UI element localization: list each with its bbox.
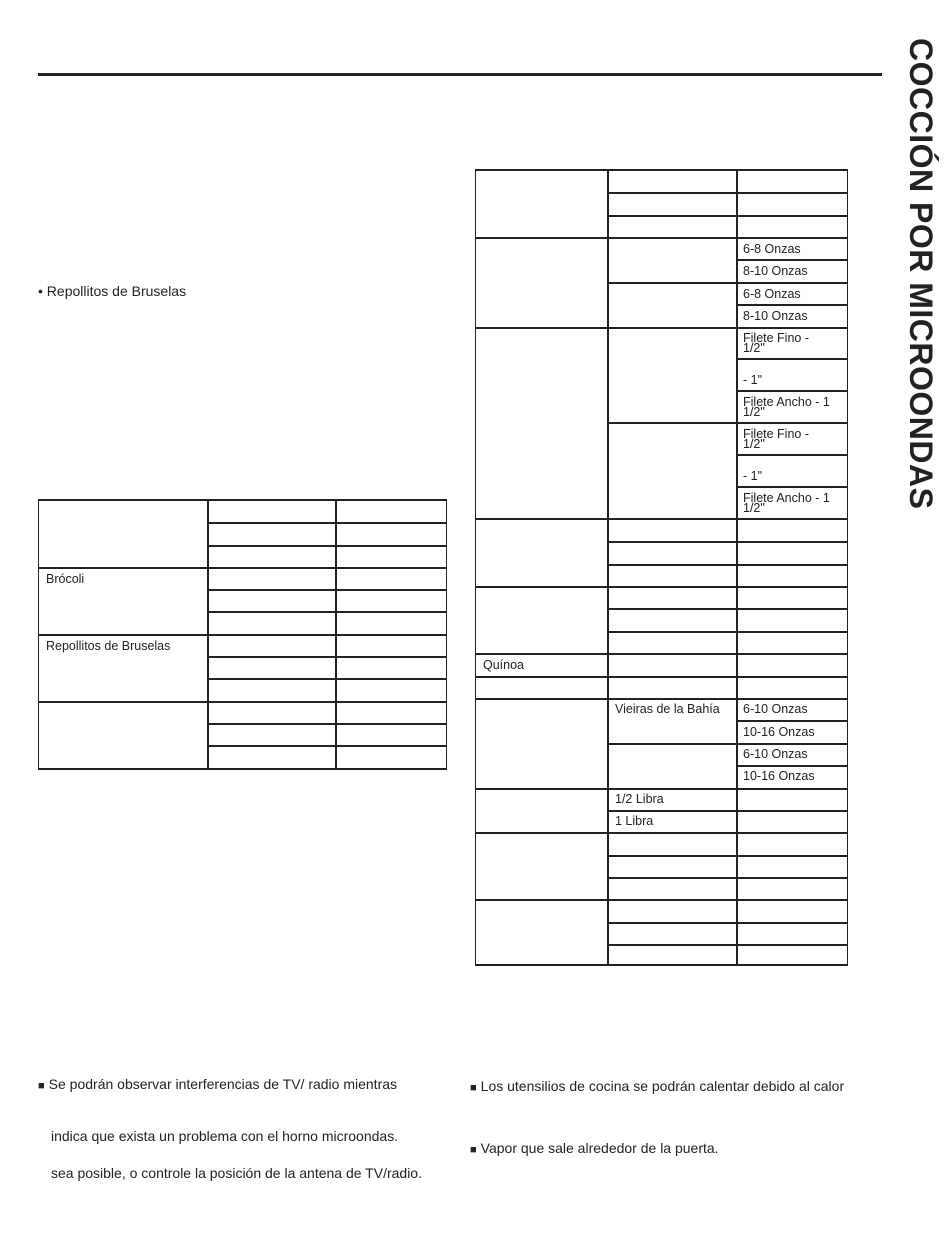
right-sub-half-pound: 1/2 Libra [615,792,664,806]
square-bullet-icon: ■ [38,1080,45,1092]
value-cell: 1/2" [743,437,765,451]
value-cell: 1/2" [743,341,765,355]
left-bullet-item: • Repollitos de Bruselas [38,283,187,299]
value-cell: - 1" [743,373,763,387]
section-side-title: COCCIÓN POR MICROONDAS [903,38,939,510]
square-bullet-icon: ■ [470,1144,477,1156]
right-sub-vieiras: Vieiras de la Bahía [615,702,720,716]
note-right-2: ■ Vapor que sale alrededor de la puerta. [470,1140,719,1156]
left-cooking-table [38,499,447,770]
note-left-2: indica que exista un problema con el horno microondas. [51,1128,399,1144]
value-cell: Filete Ancho - 1 [743,491,830,505]
value-cell: Filete Fino - [743,427,809,441]
note-right-1: ■ Los utensilios de cocina se podrán calentar debido al calor [470,1078,845,1094]
value-cell: 6-10 Onzas [743,702,808,716]
value-cell: 8-10 Onzas [743,264,808,278]
right-group-quinoa: Quínoa [483,658,525,672]
value-cell: - 1" [743,469,763,483]
value-cell: 1/2" [743,501,765,515]
left-group-broccoli: Brócoli [46,572,85,586]
value-cell: Filete Ancho - 1 [743,395,830,409]
header-rule [38,73,882,76]
value-cell: 10-16 Onzas [743,769,815,783]
square-bullet-icon: ■ [470,1082,477,1094]
value-cell: 1/2" [743,405,765,419]
right-cooking-table [475,169,848,966]
right-sub-one-pound: 1 Libra [615,814,654,828]
value-cell: 10-16 Onzas [743,725,815,739]
left-group-brussels: Repollitos de Bruselas [46,639,171,653]
value-cell: Filete Fino - [743,331,809,345]
value-cell: 8-10 Onzas [743,309,808,323]
note-left-1: ■ Se podrán observar interferencias de TV/ radio mientras [38,1076,398,1092]
value-cell: 6-10 Onzas [743,747,808,761]
value-cell: 6-8 Onzas [743,287,801,301]
note-left-3: sea posible, o controle la posición de la antena de TV/radio. [51,1165,422,1181]
value-cell: 6-8 Onzas [743,242,801,256]
